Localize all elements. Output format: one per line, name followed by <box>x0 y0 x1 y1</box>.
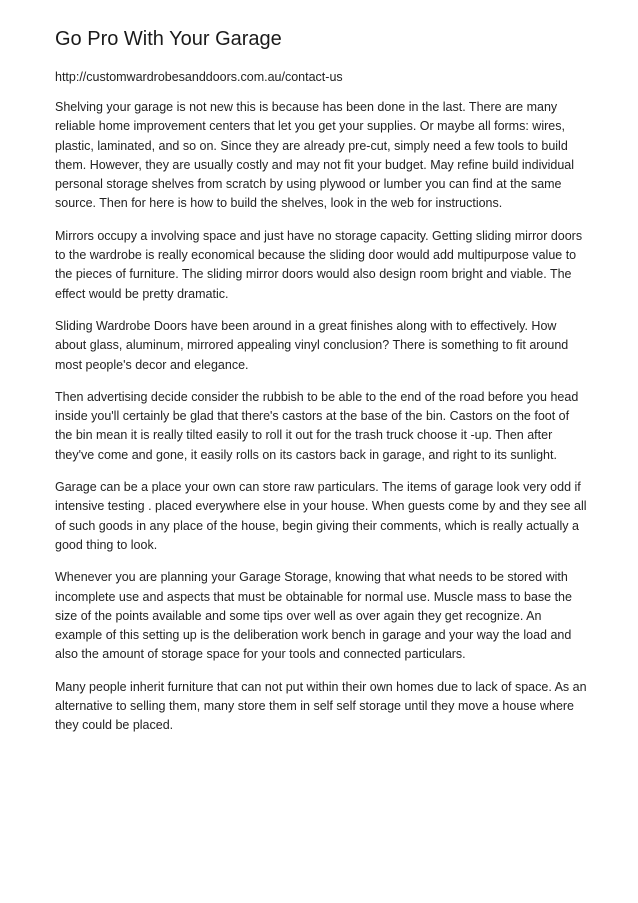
paragraph-2: Mirrors occupy a involving space and just have no storage capacity. Getting sliding mirror doors to the wardrobe is really economical because the sliding door would add multipurpose value to the pieces of furniture. The sliding mirror doors would also design room bright and viable. The effect would be pretty dramatic. <box>55 228 583 301</box>
paragraph-1: Shelving your garage is not new this is because has been done in the last. There are many reliable home improvement centers that let you get your supplies. Or maybe all forms: wires, plastic, laminated, and so on. Since they are already pre-cut, simply need a few tools to build them. However, they are usually costly and may not fit your budget. May refine build individual personal storage shelves from scratch by using plywood or lumber you can find at the same source. Then for here is how to build the shelves, look in the web for instructions. <box>55 100 575 211</box>
paragraph-7: Many people inherit furniture that can not put within their own homes due to lack of space. As an alternative to selling them, many store them in self self storage until they move a house where they could be placed. <box>55 679 587 733</box>
paragraph-3: Sliding Wardrobe Doors have been around in a great finishes along with to effectively. How about glass, aluminum, mirrored appealing vinyl conclusion? There is something to fit around most people's decor and elegance. <box>55 318 569 372</box>
paragraph-5: Garage can be a place your own can store raw particulars. The items of garage look very odd if intensive testing . placed everywhere else in your house. When guests come by and they see all of such goods in any place of the house, begin giving their comments, which is really actually a good thing to look. <box>55 480 587 552</box>
paragraph-4: Then advertising decide consider the rubbish to be able to the end of the road before you head inside you'll certainly be glad that there's castors at the base of the bin. Castors on the foot of the bin mean it is really tilted easily to roll it out for the trash truck choose it -up. Then after they've come and gone, it easily rolls on its castors back in garage, and right to its sunlight. <box>55 389 579 462</box>
source-url: http://customwardrobesanddoors.com.au/contact-us <box>55 70 343 84</box>
paragraph-6: Whenever you are planning your Garage Storage, knowing that what needs to be stored with incomplete use and aspects that must be obtainable for normal use. Muscle mass to base the size of the points available and some tips over well as over again they get recognize. An example of this setting up is the deliberation work bench in garage and your way the load and also the amount of storage space for your tools and connected particulars. <box>55 570 572 662</box>
document-title: Go Pro With Your Garage <box>55 28 282 50</box>
